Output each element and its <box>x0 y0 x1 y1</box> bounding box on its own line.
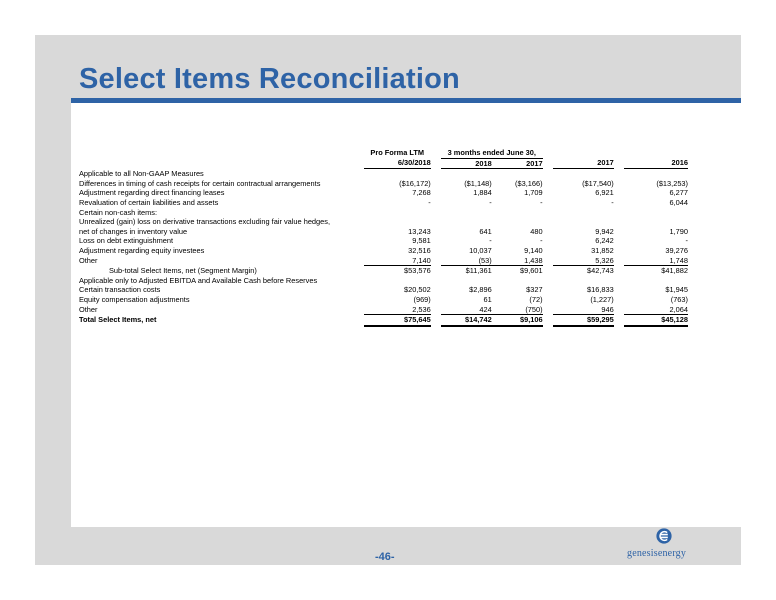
row-value: 480 <box>530 226 543 236</box>
row-value <box>364 208 431 218</box>
row-label: Equity compensation adjustments <box>79 294 190 304</box>
row-value: 9,942 <box>595 226 614 236</box>
table-row <box>79 198 688 208</box>
row-value <box>364 169 431 179</box>
row-value: $327 <box>526 285 543 295</box>
row-value: $2,896 <box>469 285 492 295</box>
row-value: 31,852 <box>591 245 614 255</box>
row-label: Certain non-cash items: <box>79 207 158 217</box>
row-value: - <box>540 197 543 207</box>
row-value: 61 <box>483 294 492 304</box>
row-value: 641 <box>479 226 492 236</box>
header-col-2017: 2017 <box>553 158 614 169</box>
table-row <box>79 169 688 179</box>
table-row <box>79 227 688 237</box>
table-row <box>79 256 688 266</box>
row-value: $9,601 <box>519 266 543 276</box>
row-value <box>364 276 431 286</box>
row-value <box>492 217 543 227</box>
row-value <box>624 169 688 179</box>
row-value: 2,064 <box>624 305 688 315</box>
row-value <box>553 208 614 218</box>
row-value: - <box>685 236 688 246</box>
row-value: 1,748 <box>624 256 688 266</box>
row-value: (53) <box>441 256 492 266</box>
row-value: $41,882 <box>661 266 688 276</box>
row-label: net of changes in inventory value <box>79 226 188 236</box>
table-row <box>79 295 688 305</box>
table-row <box>79 208 688 218</box>
row-value <box>624 217 688 227</box>
row-value: $9,106 <box>492 315 543 326</box>
row-value: 7,268 <box>412 188 431 198</box>
row-value: - <box>428 197 431 207</box>
row-value: (1,227) <box>590 294 614 304</box>
row-value <box>441 276 492 286</box>
row-value: 7,140 <box>364 256 431 266</box>
header-col-2016: 2016 <box>624 158 688 169</box>
row-value <box>364 217 431 227</box>
row-value: 5,326 <box>553 256 614 266</box>
row-value <box>492 276 543 286</box>
row-value: 32,516 <box>408 245 431 255</box>
row-value: 1,884 <box>473 188 492 198</box>
header-three-months: 3 months ended June 30, <box>441 148 543 158</box>
row-label: Applicable to all Non-GAAP Measures <box>79 168 204 178</box>
row-value: (969) <box>413 294 431 304</box>
row-value: - <box>540 236 543 246</box>
row-value <box>441 208 492 218</box>
row-value: $45,128 <box>624 315 688 326</box>
row-value <box>553 169 614 179</box>
table-row <box>79 305 688 315</box>
row-value: ($17,540) <box>582 178 614 188</box>
row-label: Adjustment regarding equity investees <box>79 245 205 255</box>
header-col-2018: 2018 <box>441 158 492 169</box>
table-row <box>79 236 688 246</box>
row-label: Loss on debt extinguishment <box>79 236 174 246</box>
row-value: - <box>611 197 614 207</box>
row-value <box>441 217 492 227</box>
row-label: Sub-total Select Items, net (Segment Margin) <box>109 265 257 275</box>
row-value: $42,743 <box>587 266 614 276</box>
row-value: 9,140 <box>524 245 543 255</box>
row-value: ($16,172) <box>399 178 431 188</box>
row-label: Adjustment regarding direct financing leases <box>79 188 225 198</box>
row-value <box>624 276 688 286</box>
row-value: 10,037 <box>469 245 492 255</box>
row-value <box>492 208 543 218</box>
row-value: - <box>489 236 492 246</box>
table-row <box>79 276 688 286</box>
row-value <box>553 217 614 227</box>
row-value: 6,044 <box>669 197 688 207</box>
title-rule <box>71 98 741 103</box>
row-label: Certain transaction costs <box>79 285 161 295</box>
row-value <box>624 208 688 218</box>
row-value: (763) <box>670 294 688 304</box>
row-value <box>441 169 492 179</box>
row-label: Unrealized (gain) loss on derivative transactions excluding fair value hedges, <box>79 217 331 227</box>
row-value: $20,502 <box>404 285 431 295</box>
header-row-bottom <box>79 158 688 169</box>
row-value: 1,438 <box>492 256 543 266</box>
row-value: 13,243 <box>408 226 431 236</box>
row-value: $14,742 <box>441 315 492 326</box>
row-value <box>553 276 614 286</box>
row-value: 9,581 <box>412 236 431 246</box>
row-label: Revaluation of certain liabilities and assets <box>79 197 219 207</box>
row-value: - <box>489 197 492 207</box>
table-row <box>79 188 688 198</box>
logo-wordmark: genesisenergy <box>627 548 687 559</box>
row-value: 2,536 <box>364 305 431 315</box>
row-label: Other <box>79 255 98 265</box>
row-label: Differences in timing of cash receipts for certain contractual arrangements <box>79 178 321 188</box>
table-row <box>79 179 688 189</box>
row-value: $16,833 <box>587 285 614 295</box>
row-label: Other <box>79 304 98 314</box>
row-value: 6,921 <box>595 188 614 198</box>
row-value: 424 <box>441 305 492 315</box>
page-title: Select Items Reconciliation <box>79 63 460 95</box>
row-value: 39,276 <box>665 245 688 255</box>
row-value: 946 <box>553 305 614 315</box>
row-value: 6,242 <box>595 236 614 246</box>
row-value: 1,790 <box>669 226 688 236</box>
header-col-2017-q: 2017 <box>492 158 543 169</box>
row-label: Applicable only to Adjusted EBITDA and Available Cash before Reserves <box>79 275 318 285</box>
page-number: -46- <box>375 551 395 563</box>
row-value: (750) <box>492 305 543 315</box>
table-row <box>79 266 688 276</box>
row-value: $75,645 <box>364 315 431 326</box>
row-label: Total Select Items, net <box>79 315 157 325</box>
table-row <box>79 285 688 295</box>
row-value: $1,945 <box>665 285 688 295</box>
row-value: ($13,253) <box>656 178 688 188</box>
header-col-ltm: 6/30/2018 <box>364 158 431 169</box>
table-row <box>79 315 688 326</box>
row-value: $11,361 <box>465 266 492 276</box>
row-value: $53,576 <box>404 266 431 276</box>
reconciliation-table <box>79 148 688 327</box>
header-pro-forma: Pro Forma LTM <box>370 148 425 158</box>
row-value: ($3,166) <box>515 178 543 188</box>
genesis-e-logo-icon <box>656 528 672 544</box>
row-value: 6,277 <box>669 188 688 198</box>
row-value <box>492 169 543 179</box>
row-value: (72) <box>529 294 543 304</box>
row-value: 1,709 <box>524 188 543 198</box>
header-row-top <box>79 148 688 158</box>
row-value: $59,295 <box>553 315 614 326</box>
table-row <box>79 246 688 256</box>
table-row <box>79 217 688 227</box>
row-value: ($1,148) <box>464 178 492 188</box>
